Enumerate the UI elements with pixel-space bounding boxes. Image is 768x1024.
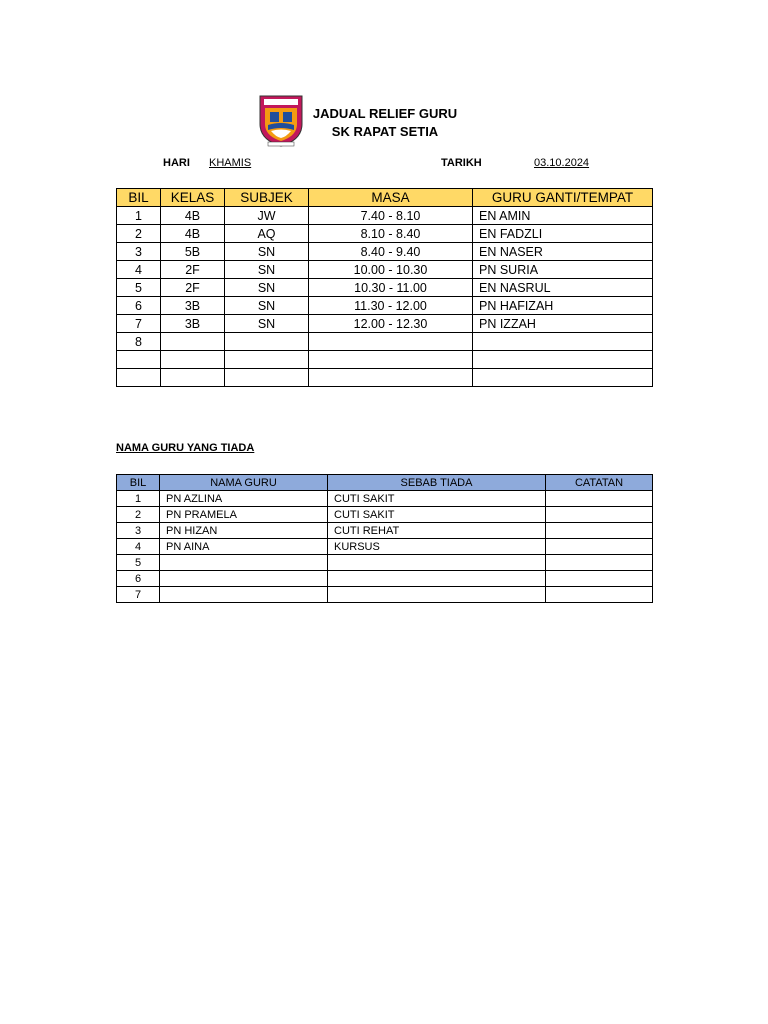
table-row — [117, 369, 653, 387]
cell-sebab-tiada — [328, 571, 546, 587]
absent-section-title: NAMA GURU YANG TIADA — [116, 442, 255, 454]
cell-masa: 10.00 - 10.30 — [309, 261, 473, 279]
cell-subjek: SN — [225, 315, 309, 333]
cell-guru-ganti — [473, 351, 653, 369]
header-subjek: SUBJEK — [225, 189, 309, 207]
table-row — [117, 491, 653, 507]
cell-bil: 7 — [117, 315, 161, 333]
cell-bil: 7 — [117, 587, 160, 603]
cell-subjek — [225, 333, 309, 351]
table-row — [117, 333, 653, 351]
cell-bil: 6 — [117, 297, 161, 315]
cell-kelas: 5B — [161, 243, 225, 261]
cell-kelas: 2F — [161, 279, 225, 297]
cell-guru-ganti: EN NASRUL — [473, 279, 653, 297]
cell-guru-ganti — [473, 369, 653, 387]
cell-catatan — [546, 587, 653, 603]
cell-guru-ganti: PN IZZAH — [473, 315, 653, 333]
cell-subjek — [225, 369, 309, 387]
cell-subjek: SN — [225, 297, 309, 315]
cell-nama-guru — [160, 587, 328, 603]
cell-nama-guru: PN HIZAN — [160, 523, 328, 539]
cell-guru-ganti: EN NASER — [473, 243, 653, 261]
cell-nama-guru: PN AZLINA — [160, 491, 328, 507]
cell-bil — [117, 369, 161, 387]
cell-kelas: 4B — [161, 207, 225, 225]
cell-nama-guru: PN AINA — [160, 539, 328, 555]
cell-masa — [309, 351, 473, 369]
cell-catatan — [546, 491, 653, 507]
cell-bil: 2 — [117, 507, 160, 523]
cell-bil: 2 — [117, 225, 161, 243]
cell-masa — [309, 333, 473, 351]
cell-sebab-tiada — [328, 587, 546, 603]
table-row — [117, 207, 653, 225]
relief-table-header — [117, 189, 653, 207]
absent-table-header — [117, 475, 653, 491]
cell-sebab-tiada: CUTI SAKIT — [328, 491, 546, 507]
relief-table — [116, 188, 653, 387]
cell-bil: 1 — [117, 207, 161, 225]
header-masa: MASA — [309, 189, 473, 207]
cell-guru-ganti: PN SURIA — [473, 261, 653, 279]
cell-guru-ganti: EN AMIN — [473, 207, 653, 225]
date-value: 03.10.2024 — [534, 157, 590, 169]
school-name: SK RAPAT SETIA — [331, 124, 439, 139]
cell-subjek: JW — [225, 207, 309, 225]
cell-bil: 8 — [117, 333, 161, 351]
table-row — [117, 351, 653, 369]
cell-kelas — [161, 333, 225, 351]
cell-bil: 3 — [117, 523, 160, 539]
table-row — [117, 243, 653, 261]
header-guru-ganti: GURU GANTI/TEMPAT — [473, 189, 653, 207]
cell-catatan — [546, 523, 653, 539]
header-sebab-tiada: SEBAB TIADA — [328, 475, 546, 491]
cell-subjek: SN — [225, 261, 309, 279]
cell-sebab-tiada: KURSUS — [328, 539, 546, 555]
table-row — [117, 225, 653, 243]
cell-masa — [309, 369, 473, 387]
cell-subjek: AQ — [225, 225, 309, 243]
table-row — [117, 539, 653, 555]
day-label: HARI — [163, 157, 190, 169]
date-label: TARIKH — [441, 157, 482, 169]
table-row — [117, 261, 653, 279]
cell-masa: 10.30 - 11.00 — [309, 279, 473, 297]
table-row — [117, 279, 653, 297]
cell-sebab-tiada: CUTI SAKIT — [328, 507, 546, 523]
cell-nama-guru — [160, 555, 328, 571]
cell-guru-ganti: EN FADZLI — [473, 225, 653, 243]
cell-bil: 4 — [117, 261, 161, 279]
cell-kelas: 3B — [161, 315, 225, 333]
table-row — [117, 507, 653, 523]
cell-bil: 4 — [117, 539, 160, 555]
cell-catatan — [546, 571, 653, 587]
cell-kelas: 4B — [161, 225, 225, 243]
cell-guru-ganti — [473, 333, 653, 351]
cell-bil: 1 — [117, 491, 160, 507]
cell-kelas — [161, 351, 225, 369]
header-catatan: CATATAN — [546, 475, 653, 491]
cell-bil: 3 — [117, 243, 161, 261]
absent-teachers-table — [116, 474, 653, 603]
table-row — [117, 587, 653, 603]
cell-subjek: SN — [225, 243, 309, 261]
table-row — [117, 523, 653, 539]
cell-masa: 7.40 - 8.10 — [309, 207, 473, 225]
cell-kelas: 3B — [161, 297, 225, 315]
cell-nama-guru: PN PRAMELA — [160, 507, 328, 523]
cell-masa: 11.30 - 12.00 — [309, 297, 473, 315]
cell-guru-ganti: PN HAFIZAH — [473, 297, 653, 315]
cell-sebab-tiada — [328, 555, 546, 571]
cell-masa: 8.10 - 8.40 — [309, 225, 473, 243]
header-nama-guru: NAMA GURU — [160, 475, 328, 491]
cell-masa: 12.00 - 12.30 — [309, 315, 473, 333]
header-kelas: KELAS — [161, 189, 225, 207]
cell-catatan — [546, 507, 653, 523]
document-title: JADUAL RELIEF GURU — [312, 106, 458, 121]
cell-catatan — [546, 555, 653, 571]
cell-kelas — [161, 369, 225, 387]
cell-bil — [117, 351, 161, 369]
cell-bil: 5 — [117, 555, 160, 571]
cell-masa: 8.40 - 9.40 — [309, 243, 473, 261]
cell-bil: 6 — [117, 571, 160, 587]
cell-kelas: 2F — [161, 261, 225, 279]
header-bil: BIL — [117, 189, 161, 207]
table-row — [117, 555, 653, 571]
cell-bil: 5 — [117, 279, 161, 297]
day-value: KHAMIS — [209, 157, 252, 169]
table-row — [117, 315, 653, 333]
table-row — [117, 297, 653, 315]
cell-sebab-tiada: CUTI REHAT — [328, 523, 546, 539]
table-row — [117, 571, 653, 587]
cell-subjek: SN — [225, 279, 309, 297]
header-bil: BIL — [117, 475, 160, 491]
cell-nama-guru — [160, 571, 328, 587]
cell-catatan — [546, 539, 653, 555]
cell-subjek — [225, 351, 309, 369]
school-crest-icon — [258, 94, 304, 148]
